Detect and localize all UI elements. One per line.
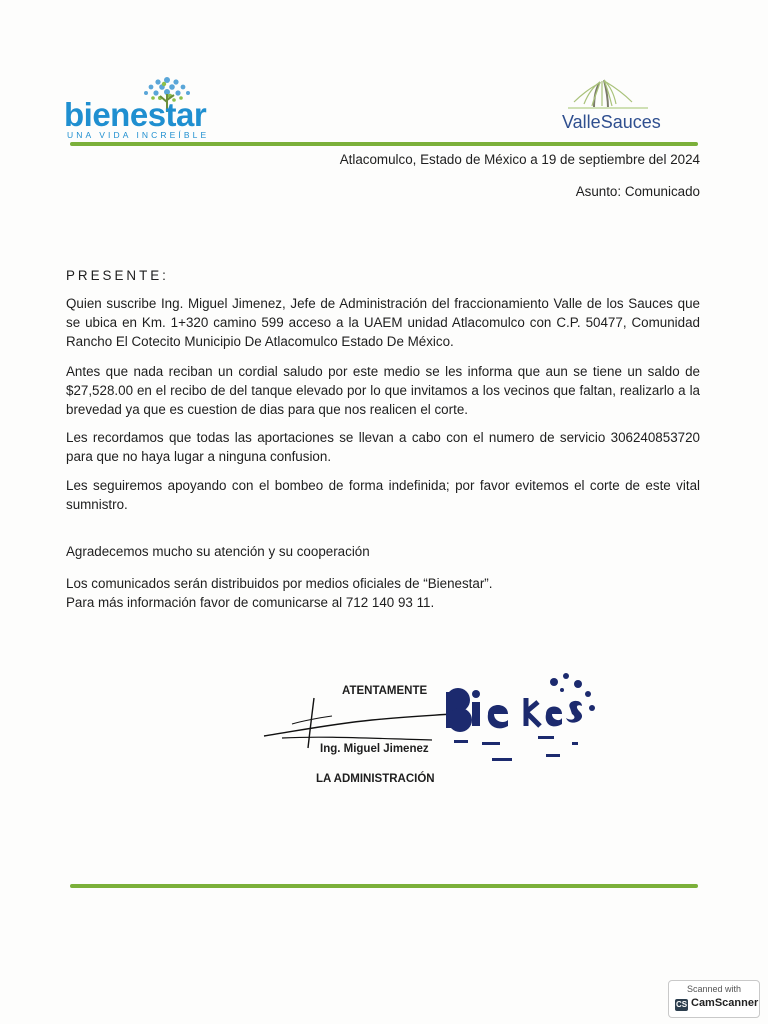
willow-tree-icon — [564, 76, 654, 110]
bienestar-logo — [64, 74, 224, 144]
badge-app-name: CamScanner — [691, 997, 759, 1009]
bienestar-tagline: UNA VIDA INCREÍBLE — [67, 130, 210, 140]
info-line-channels: Los comunicados serán distribuidos por medios oficiales de “Bienestar”. — [66, 576, 493, 591]
info-line-phone: Para más información favor de comunicarse al 712 140 93 11. — [66, 595, 435, 610]
date-line: Atlacomulco, Estado de México a 19 de septiembre del 2024 — [339, 152, 700, 167]
badge-caption: Scanned with — [687, 984, 742, 994]
valle-sauces-wordmark — [562, 112, 661, 133]
bienestar-wordmark: bienestar — [64, 96, 207, 133]
footer-divider — [70, 884, 698, 888]
paragraph-balance-notice: Antes que nada reciban un cordial saludo por este medio se les informa que aun se tiene un saldo de $27,528.00 en el recibo de del tanque elevado por lo que invitamos a los vecinos que faltan, realizarlo a la brevedad ya que es cuestion de dias para que nos realicen el corte. — [66, 364, 700, 417]
paragraph-thanks: Agradecemos mucho su atención y su cooperación — [66, 544, 370, 559]
paragraph-introduction: Quien suscribe Ing. Miguel Jimenez, Jefe de Administración del fraccionamiento Valle de los Sauces que se ubica en Km. 1+320 camino 599 acceso a la UAEM unidad Atlacomulco con C.P. 50477, Comunidad Rancho El Cotecito Municipio De Atlacomulco Estado De México. — [66, 296, 700, 349]
camscanner-icon: CS — [675, 1000, 688, 1009]
subject-line: Asunto: Comunicado — [575, 184, 700, 199]
paragraph-service-number: Les recordamos que todas las aportaciones se llevan a cabo con el numero de servicio 306240853720 para que no haya lugar a ninguna confusion. — [66, 430, 700, 464]
department-name: LA ADMINISTRACIÓN — [316, 773, 435, 785]
paragraph-pumping: Les seguiremos apoyando con el bombeo de forma indefinida; por favor evitemos el corte de este vital sumnistro. — [66, 478, 700, 512]
header-divider — [70, 142, 698, 146]
wordmark-sauces: Sauces — [600, 112, 661, 132]
camscanner-badge — [668, 980, 760, 1018]
valle-sauces-logo — [556, 76, 666, 136]
info-lines — [66, 574, 700, 612]
bienestar-stamp — [442, 668, 602, 768]
closing-salutation: ATENTAMENTE — [342, 685, 428, 697]
greeting: PRESENTE: — [66, 268, 169, 283]
wordmark-valle: Valle — [562, 112, 601, 132]
signer-name: Ing. Miguel Jimenez — [320, 743, 429, 755]
